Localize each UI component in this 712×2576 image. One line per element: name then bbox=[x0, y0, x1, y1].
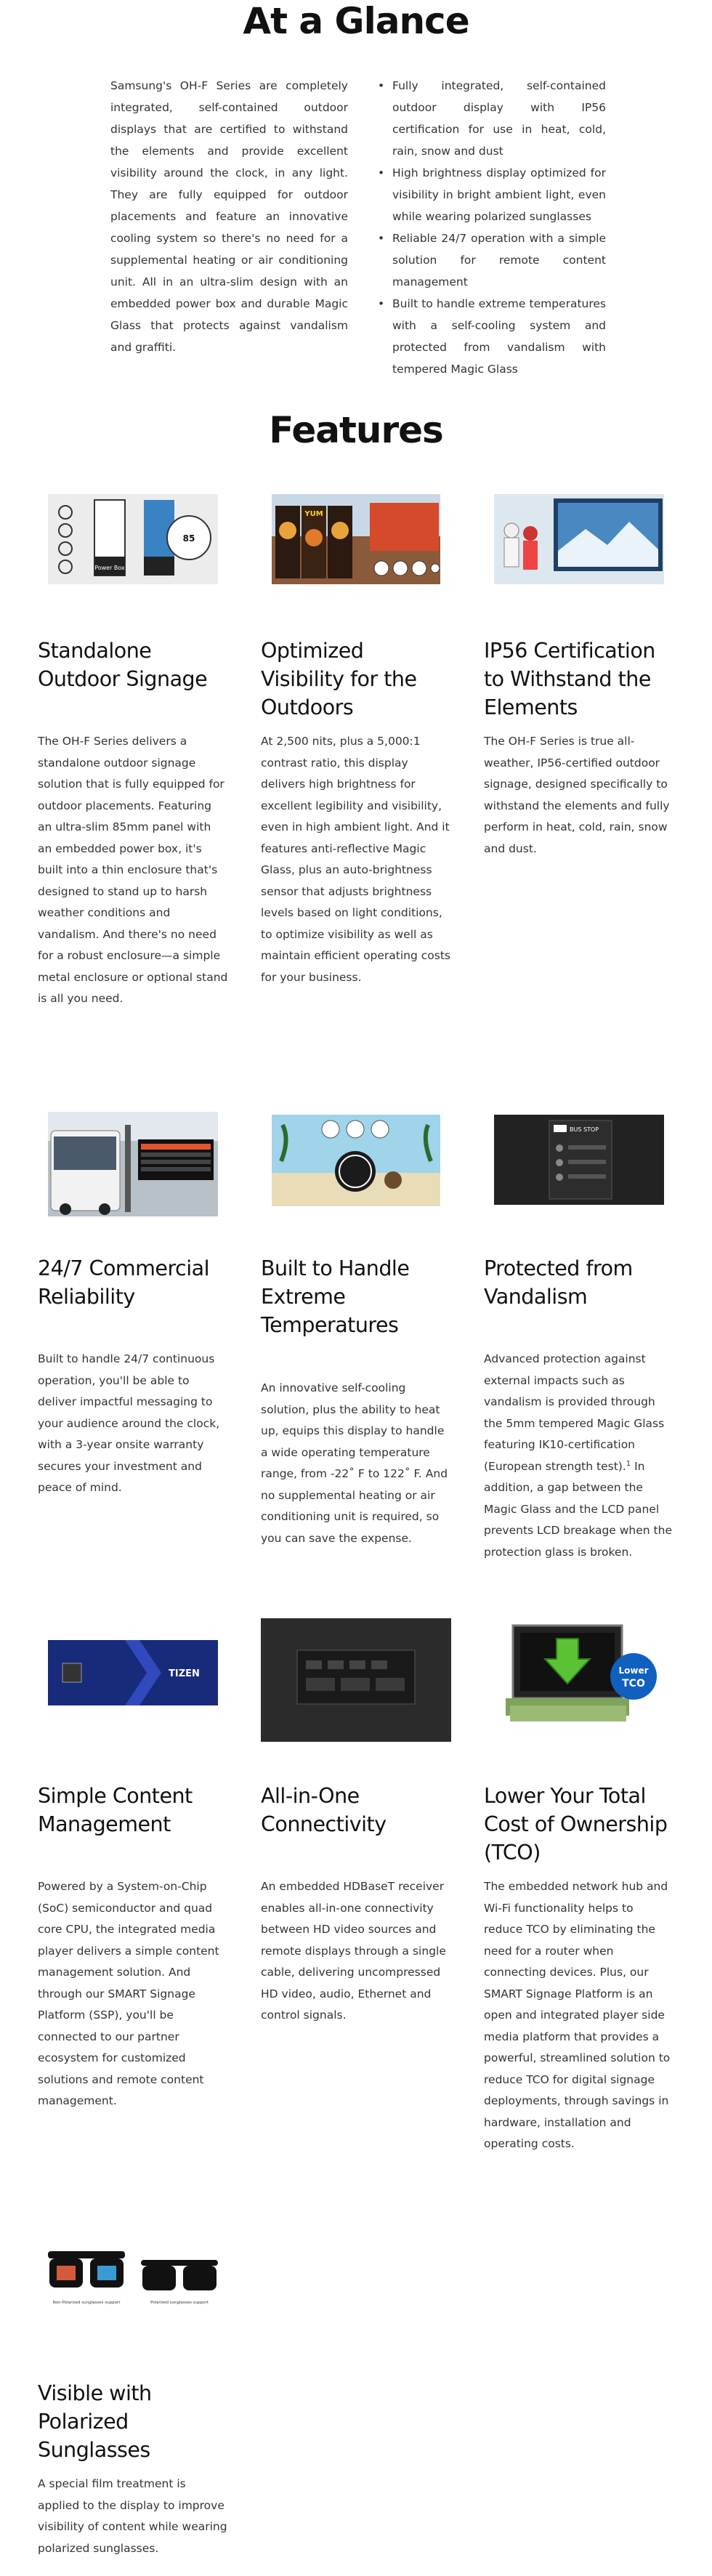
feature-title: Optimized Visibility for the Outdoors bbox=[261, 639, 417, 719]
footnote-marker: 1 bbox=[626, 1459, 631, 1468]
svg-text:85: 85 bbox=[182, 533, 195, 544]
feature-description: Advanced protection against external impacts such as vandalism is provided through the 5mm tempered Magic Glass featuring IK10-certification (European strength test).$^1$ In addition, a gap between the Magic Glass and the LCD panel prevents LCD breakage when the protection glass is broken. bbox=[484, 1352, 672, 1559]
feature-description: Powered by a System-on-Chip (SoC) semiconductor and quad core CPU, the integrated media player delivers a simple content management solution. And through our SMART Signage Platform (SSP), you'll be connected to our partner ecosystem for customized solutions and remote content management. bbox=[38, 1880, 219, 2107]
outdoor-signage-power-box-image bbox=[38, 493, 228, 602]
at-a-glance-bullet-list bbox=[376, 75, 606, 380]
bus-stop-dark-display-image bbox=[484, 1110, 674, 1219]
feature-title: IP56 Certification to Withstand the Elements bbox=[484, 639, 655, 719]
beach-display-image bbox=[261, 1110, 451, 1219]
power-box-label: Power Box bbox=[94, 565, 125, 571]
bus-stop-display-image bbox=[38, 1110, 228, 1219]
drive-thru-menu-board-image bbox=[261, 493, 451, 602]
bullet-item: • High brightness display optimized for visibility in bright ambient light, even while wearing polarized sunglasses bbox=[376, 162, 606, 227]
feature-title: Simple Content Management bbox=[38, 1784, 193, 1836]
tizen-chip-image bbox=[38, 1618, 228, 1727]
ski-resort-signage-image bbox=[484, 493, 674, 602]
feature-description: The OH-F Series delivers a standalone outdoor signage solution that is fully equipped for outdoor placements. Featuring an ultra-slim 85mm panel with an embedded power box, it's built into a thin enclosure that's designed to stand up to harsh weather conditions and vandalism. And there's no need for a robust enclosure—a simple metal enclosure or optional stand is all you need. bbox=[38, 735, 228, 1005]
at-a-glance-paragraph: Samsung's OH-F Series are completely integrated, self-contained outdoor displays that are certified to withstand the elements and provide excellent visibility around the clock, in any light. They are fully equipped for outdoor placements and feature an innovative cooling system so there's no need for a supplemental heating or air conditioning unit. All in an ultra-slim design with an embedded power box and durable Magic Glass that protects against vandalism and graffiti. bbox=[110, 79, 348, 354]
bullet-item: • Built to handle extreme temperatures with a self-cooling system and protected from vandalism with tempered Magic Glass bbox=[376, 293, 606, 380]
lower-tco-money-image bbox=[484, 1618, 674, 1727]
svg-text:Non-Polarized sunglasses suppo: Non-Polarized sunglasses support bbox=[52, 2301, 121, 2305]
connectivity-ports-image bbox=[261, 1618, 451, 1727]
bullet-item: • Reliable 24/7 operation with a simple solution for remote content management bbox=[376, 227, 606, 293]
svg-text:TIZEN: TIZEN bbox=[169, 1668, 200, 1679]
svg-text:Polarized sunglasses support: Polarized sunglasses support bbox=[150, 2301, 209, 2305]
feature-description: The embedded network hub and Wi-Fi functionality helps to reduce TCO by eliminating the need for a router when connecting devices. Plus, our SMART Signage Platform is an open and integrated player side media platform that provides a powerful, streamlined solution to reduce TCO for digital signage deployments, through savings in hardware, installation and operating costs. bbox=[484, 1880, 671, 2150]
svg-text:Lower: Lower bbox=[618, 1665, 649, 1676]
feature-title: 24/7 Commercial Reliability bbox=[38, 1256, 210, 1309]
feature-title: Protected from Vandalism bbox=[484, 1256, 633, 1309]
svg-text:TCO: TCO bbox=[622, 1678, 645, 1689]
feature-title: Standalone Outdoor Signage bbox=[38, 639, 208, 691]
feature-description: At 2,500 nits, plus a 5,000:1 contrast ratio, this display delivers high brightness for excellent legibility and visibility, even in high ambient light. And it features anti-reflective Magic Glass, plus an auto-brightness sensor that adjusts brightness levels based on light conditions, to optimize visibility as well as maintain efficient operating costs for your business. bbox=[261, 735, 451, 984]
feature-title: All-in-One Connectivity bbox=[261, 1784, 387, 1836]
feature-description: Built to handle 24/7 continuous operation, you'll be able to deliver impactful messaging to your audience around the clock, with a 3-year onsite warranty secures your investment and peace of mind. bbox=[38, 1352, 220, 1494]
feature-description: An embedded HDBaseT receiver enables all-in-one connectivity between HD video sources and remote displays through a single cable, delivering uncompressed HD video, audio, Ethernet and control signals. bbox=[261, 1880, 446, 2022]
svg-text:BUS STOP: BUS STOP bbox=[570, 1126, 599, 1133]
polarized-sunglasses-image bbox=[38, 2237, 228, 2346]
feature-description: The OH-F Series is true all-weather, IP56-certified outdoor signage, designed specifically to withstand the elements and fully perform in heat, cold, rain, snow and dust. bbox=[484, 735, 670, 855]
bullet-item: • Fully integrated, self-contained outdoor display with IP56 certification for use in heat, cold, rain, snow and dust bbox=[376, 75, 606, 162]
feature-title: Visible with Polarized Sunglasses bbox=[38, 2381, 152, 2462]
feature-title: Built to Handle Extreme Temperatures bbox=[261, 1256, 410, 1337]
feature-description: An innovative self-cooling solution, plus the ability to heat up, equips this display to handle a wide operating temperature range, from -22˚ F to 122˚ F. And no supplemental heating or air conditioning unit is required, so you can save the expense. bbox=[261, 1381, 448, 1545]
at-a-glance-heading: At a Glance bbox=[243, 0, 469, 42]
feature-title: Lower Your Total Cost of Ownership (TCO) bbox=[484, 1784, 668, 1865]
svg-text:YUM: YUM bbox=[304, 510, 323, 518]
features-heading: Features bbox=[269, 409, 443, 451]
feature-description: A special film treatment is applied to the display to improve visibility of content while wearing polarized sunglasses. bbox=[38, 2477, 227, 2555]
